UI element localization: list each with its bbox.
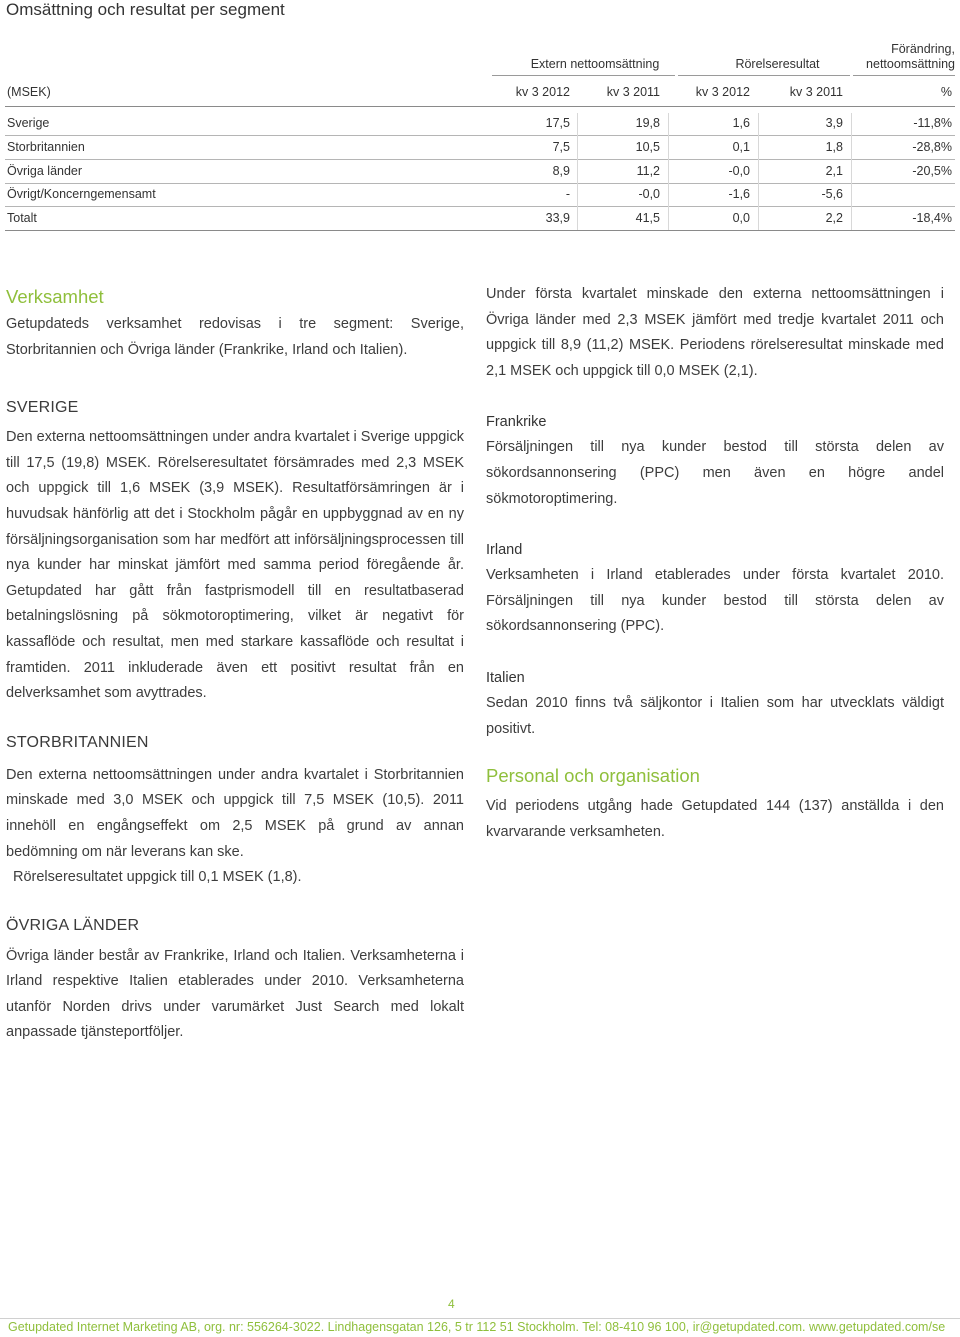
- personal-heading: Personal och organisation: [486, 765, 700, 787]
- column-header: %: [940, 85, 952, 99]
- italien-heading: Italien: [486, 669, 525, 686]
- personal-text: Vid periodens utgång hade Getupdated 144 (137) anställda i den kvarvarande verksamheten.: [486, 798, 944, 840]
- table-rule: [5, 135, 955, 136]
- table-cell: 0,1: [732, 140, 750, 154]
- table-cell: 19,8: [635, 116, 660, 130]
- table-cell: 2,1: [825, 164, 843, 178]
- table-cell: -18,4%: [912, 211, 952, 225]
- group-header-forandring-line1: Förändring,: [891, 42, 955, 56]
- table-cell: 0,0: [732, 211, 750, 225]
- table-cell: Övriga länder: [7, 164, 83, 178]
- table-rule: [5, 159, 955, 160]
- table-cell: Storbritannien: [7, 140, 85, 154]
- frankrike-text: Försäljningen till nya kunder bestod till största delen av sökordsannonsering (PPC) men även en högre andel sökmotoroptimering.: [486, 439, 944, 507]
- table-cell: -0,0: [638, 187, 660, 201]
- table-cell: 2,2: [825, 211, 843, 225]
- group-header-extern: Extern nettoomsättning: [530, 57, 660, 71]
- group-header-forandring: [855, 42, 955, 72]
- table-cell: Totalt: [7, 211, 37, 225]
- irland-heading: Irland: [486, 542, 523, 559]
- table-row-total: [5, 208, 955, 230]
- storbritannien-heading: STORBRITANNIEN: [6, 733, 149, 751]
- table-group-header: [5, 36, 955, 76]
- table-cell: 17,5: [545, 116, 570, 130]
- column-header: kv 3 2011: [789, 85, 843, 99]
- table-cell: Övrigt/Koncerngemensamt: [7, 187, 156, 201]
- group-header-forandring-line2: nettoomsättning: [866, 57, 955, 71]
- page-number: 4: [448, 1297, 455, 1311]
- column-header: (MSEK): [7, 85, 51, 99]
- right-column: [486, 282, 944, 845]
- table-column-divider: [577, 113, 578, 230]
- page-title: Omsättning och resultat per segment: [6, 0, 285, 19]
- table-cell: -11,8%: [913, 116, 952, 130]
- intro-text: Under första kvartalet minskade den externa nettoomsättningen i Övriga länder med 2,3 MSEK jämfört med tredje kvartalet 2011 och uppgick till 8,9 (11,2) MSEK. Periodens rörelseresultat minskade med 2,1 MSEK och uppgick till 0,0 MSEK (2,1).: [486, 286, 944, 379]
- table-cell: -5,6: [821, 187, 843, 201]
- table-row: [5, 137, 955, 159]
- table-cell: 7,5: [552, 140, 570, 154]
- column-header: kv 3 2012: [695, 85, 750, 99]
- verksamhet-text: Getupdateds verksamhet redovisas i tre segment: Sverige, Storbritannien och Övriga länder (Frankrike, Irland och Italien).: [6, 316, 464, 358]
- table-cell: 41,5: [635, 211, 660, 225]
- table-rule: [5, 206, 955, 207]
- table-cell: 10,5: [635, 140, 660, 154]
- group-header-rorelseresultat: Rörelseresultat: [735, 57, 820, 71]
- irland-text: Verksamheten i Irland etablerades under första kvartalet 2010. Försäljningen till nya kunder bestod till största delen av sökordsannonsering (PPC).: [486, 567, 944, 635]
- table-cell: -0,0: [728, 164, 750, 178]
- table-row: [5, 161, 955, 183]
- table-rule: [5, 230, 955, 231]
- group-underline-forandring: [853, 75, 955, 76]
- italien-text: Sedan 2010 finns två säljkontor i Italien som har utvecklats väldigt positivt.: [486, 694, 944, 737]
- table-cell: 33,9: [545, 211, 570, 225]
- table-cell: -: [565, 187, 570, 201]
- table-row: [5, 184, 955, 206]
- page-footer: Getupdated Internet Marketing AB, org. nr: 556264-3022. Lindhagensgatan 126, 5 tr 112 51 Stockholm. Tel: 08-410 96 100, ir@getupdated.com. www.getupdated.com/se: [8, 1320, 946, 1334]
- table-cell: -1,6: [728, 187, 750, 201]
- group-underline-rorelse: [678, 75, 850, 76]
- table-column-divider: [851, 113, 852, 230]
- table-cell: 1,8: [825, 140, 843, 154]
- table-row: [5, 113, 955, 135]
- table-cell: 11,2: [636, 164, 660, 178]
- ovriga-lander-heading: ÖVRIGA LÄNDER: [6, 916, 140, 934]
- sverige-heading: SVERIGE: [6, 399, 79, 417]
- ovriga-lander-text: Övriga länder består av Frankrike, Irland och Italien. Verksamheterna i Irland respektive Italien etablerades under 2010. Verksamheterna utanför Norden drivs under varumärket Just Search med lokalt anpassade tjänsteportföljer.: [6, 947, 464, 1041]
- table-cell: 8,9: [552, 164, 570, 178]
- storbritannien-text-2: Rörelseresultatet uppgick till 0,1 MSEK (1,8).: [13, 869, 302, 886]
- frankrike-heading: Frankrike: [486, 414, 547, 431]
- verksamhet-heading: Verksamhet: [6, 286, 104, 307]
- table-cell: -28,8%: [912, 140, 952, 154]
- left-column: [6, 285, 464, 1046]
- table-cell: -20,5%: [912, 164, 952, 178]
- table-cell: 3,9: [825, 116, 843, 130]
- sverige-text: Den externa nettoomsättningen under andra kvartalet i Sverige uppgick till 17,5 (19,8) MSEK. Rörelseresultatet försämrades med 2,3 MSEK och uppgick till 1,6 MSEK (3,9 MSEK). Resultatförsämringen är i huvudsak hänförlig att det i Stockholm pågår en uppbyggnad av en ny försäljningsorganisation som har medfört att införsäljningsprocessen till nya kunder har minskat jämfört med samma period föregående år. Getupdated har gått från fastprismodell till en resultatbaserad betalningslösning på sökmotoroptimering, vilket är negativt för kassaflöde och resultat, men med starkare kassaflöde och resultat i framtiden. 2011 inkluderade även ett positivt resultat från en delverksamhet som avyttrades.: [6, 429, 464, 702]
- column-header: kv 3 2012: [515, 85, 570, 99]
- table-cell: 1,6: [732, 116, 750, 130]
- table-column-divider: [668, 113, 669, 230]
- group-underline-extern: [492, 75, 675, 76]
- table-cell: Sverige: [7, 116, 50, 130]
- column-header: kv 3 2011: [606, 85, 660, 99]
- table-header-row: [5, 82, 955, 104]
- table-column-divider: [758, 113, 759, 230]
- table-rule: [5, 106, 955, 107]
- storbritannien-text: Den externa nettoomsättningen under andra kvartalet i Storbritannien minskade med 3,0 MSEK och uppgick till 7,5 MSEK (10,5). 2011 innehöll en engångseffekt om 2,5 MSEK på grund av annan bedömning om när leverans kan ske.: [6, 766, 464, 860]
- footer-divider: [0, 1318, 960, 1319]
